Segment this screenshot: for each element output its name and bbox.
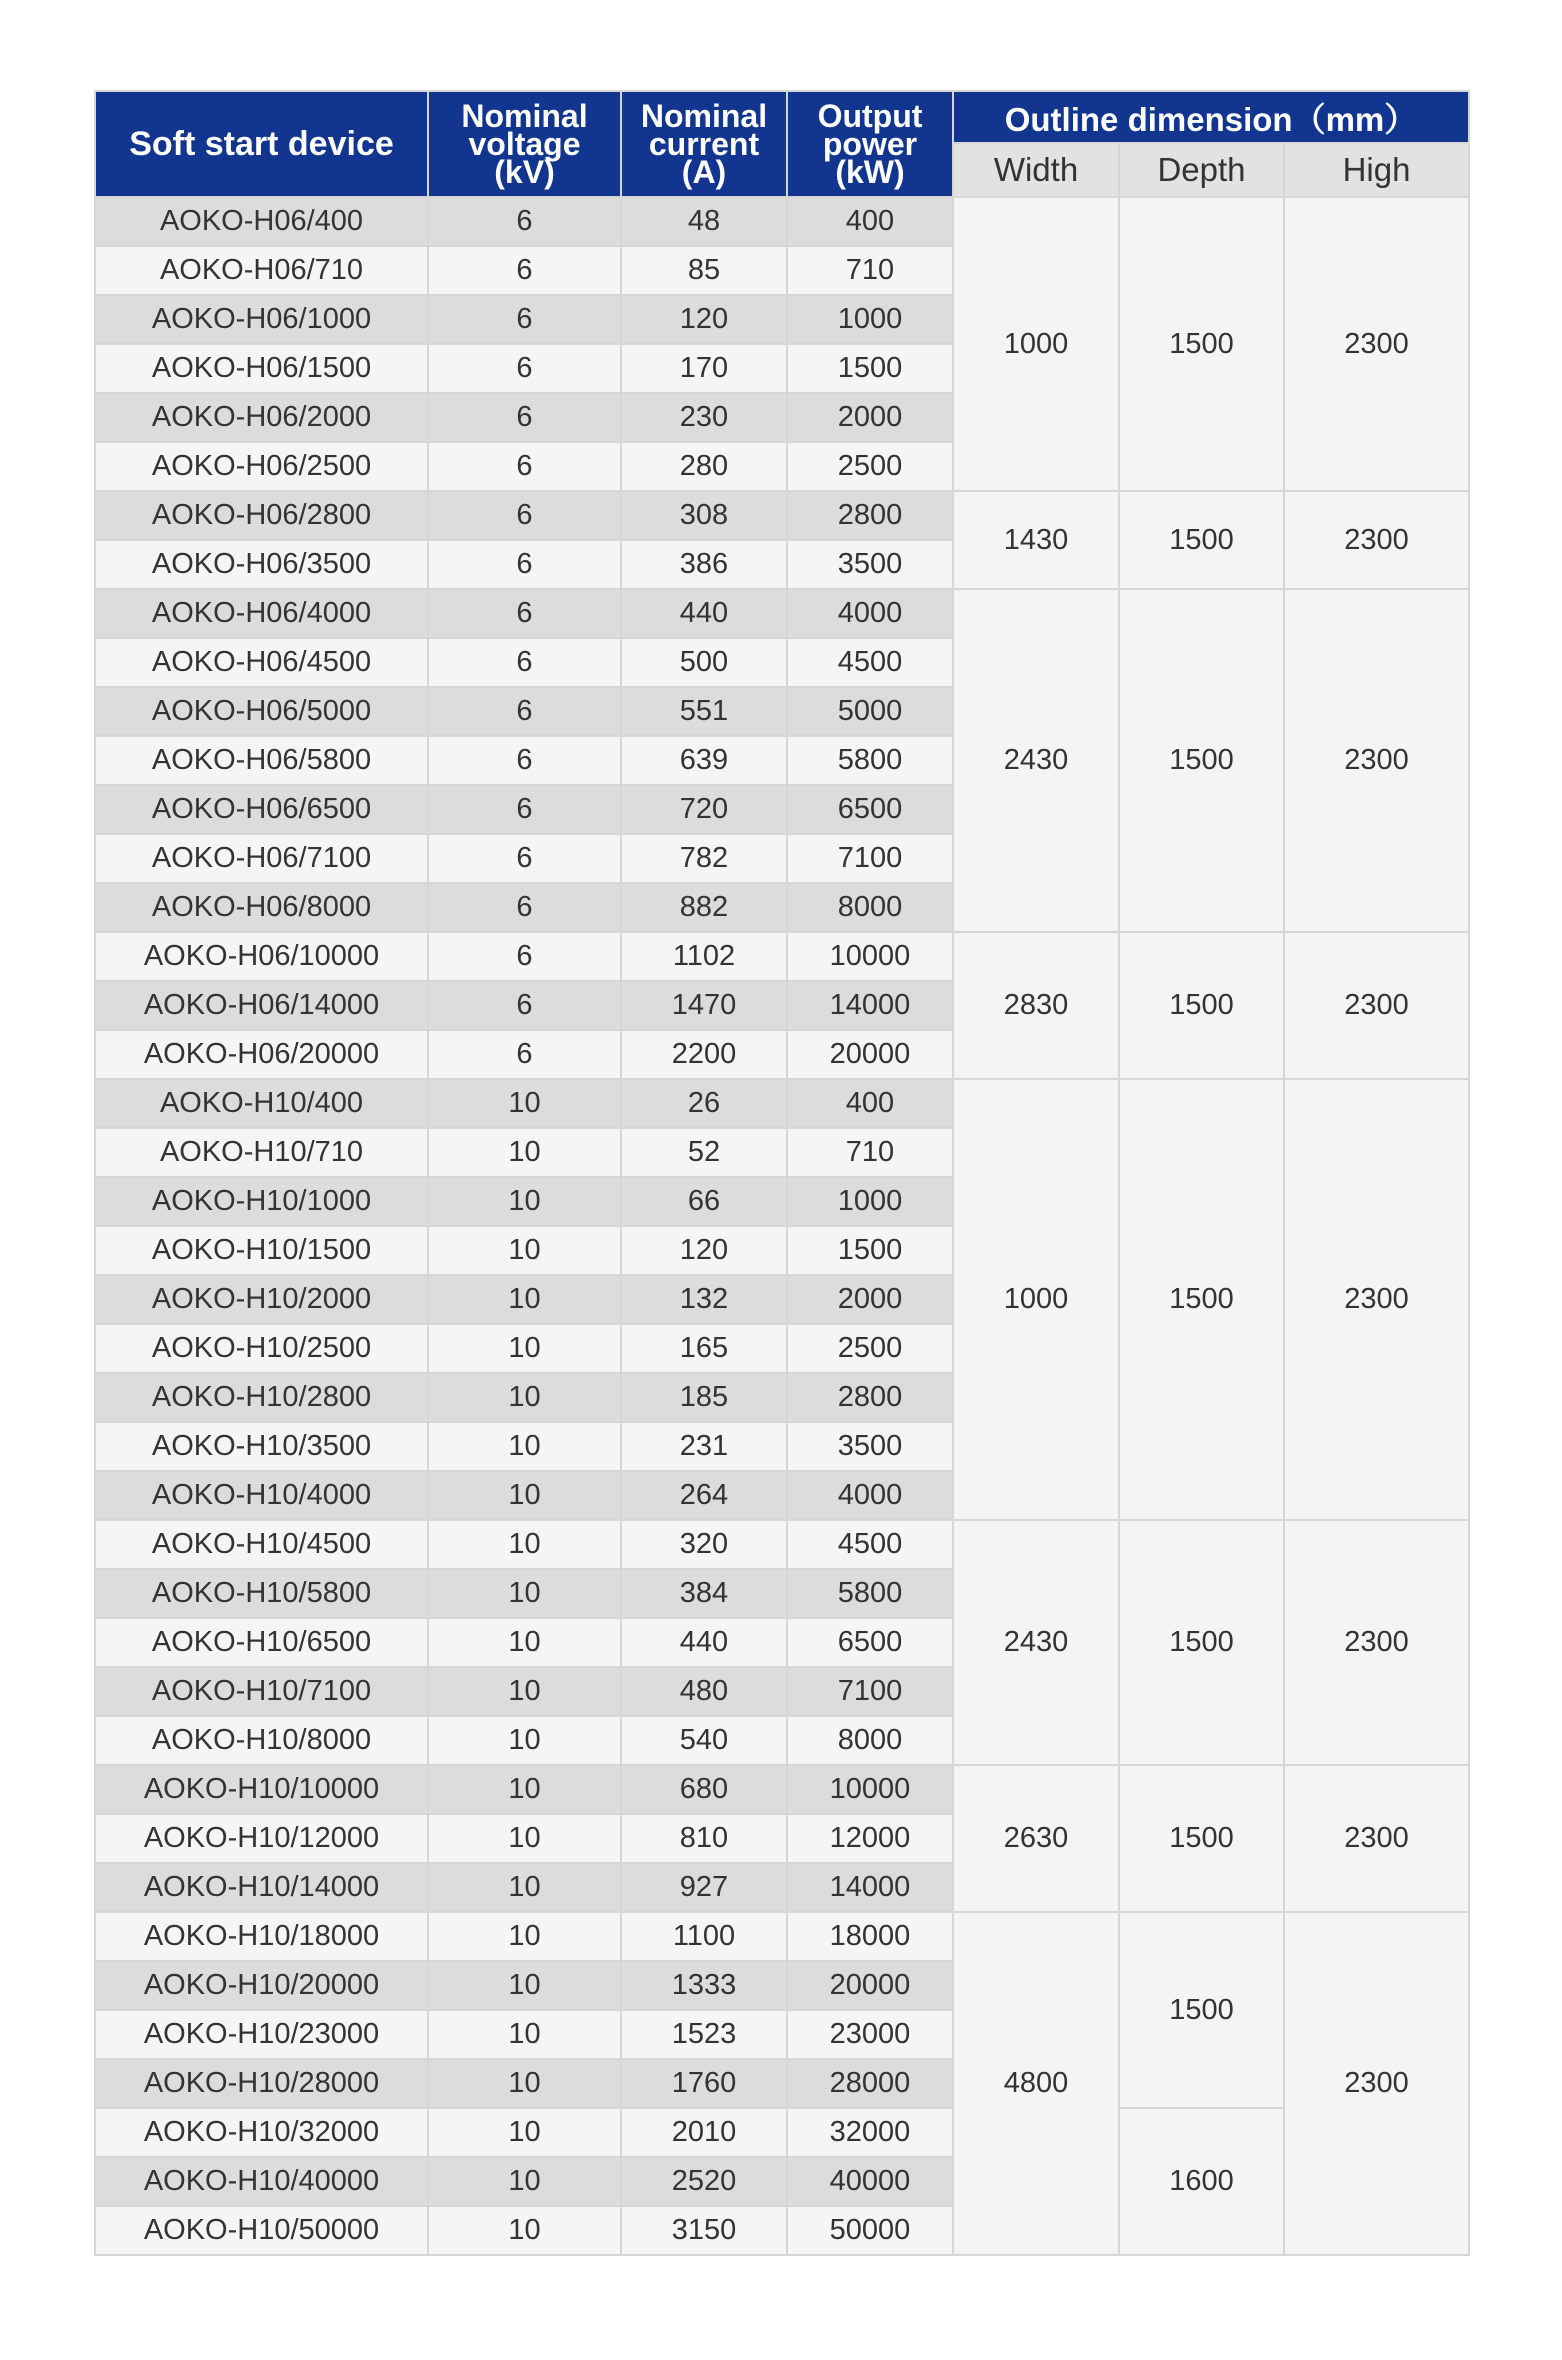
voltage-cell: 10 [428, 1275, 621, 1324]
voltage-cell: 10 [428, 1716, 621, 1765]
power-cell: 2500 [787, 1324, 953, 1373]
high-cell: 2300 [1284, 1765, 1469, 1912]
model-cell: AOKO-H06/6500 [95, 785, 428, 834]
power-cell: 3500 [787, 540, 953, 589]
voltage-cell: 10 [428, 1863, 621, 1912]
table-row [95, 1079, 1469, 1128]
voltage-cell: 6 [428, 785, 621, 834]
power-cell: 2500 [787, 442, 953, 491]
header-voltage-unit: (kV) [494, 154, 555, 190]
current-cell: 1100 [621, 1912, 787, 1961]
model-cell: AOKO-H10/2000 [95, 1275, 428, 1324]
power-cell: 1500 [787, 1226, 953, 1275]
power-cell: 6500 [787, 1618, 953, 1667]
current-cell: 231 [621, 1422, 787, 1471]
voltage-cell: 10 [428, 1961, 621, 2010]
depth-cell: 1500 [1119, 1079, 1284, 1520]
table-row [95, 589, 1469, 638]
voltage-cell: 10 [428, 1520, 621, 1569]
current-cell: 132 [621, 1275, 787, 1324]
power-cell: 14000 [787, 1863, 953, 1912]
header-voltage-line1: Nominal [461, 98, 588, 134]
power-cell: 1000 [787, 1177, 953, 1226]
power-cell: 6500 [787, 785, 953, 834]
depth-cell: 1600 [1119, 2108, 1284, 2255]
current-cell: 308 [621, 491, 787, 540]
current-cell: 927 [621, 1863, 787, 1912]
voltage-cell: 6 [428, 932, 621, 981]
voltage-cell: 6 [428, 344, 621, 393]
current-cell: 85 [621, 246, 787, 295]
voltage-cell: 10 [428, 1471, 621, 1520]
model-cell: AOKO-H06/4000 [95, 589, 428, 638]
depth-cell: 1500 [1119, 1912, 1284, 2108]
model-cell: AOKO-H10/6500 [95, 1618, 428, 1667]
model-cell: AOKO-H10/14000 [95, 1863, 428, 1912]
power-cell: 8000 [787, 1716, 953, 1765]
current-cell: 320 [621, 1520, 787, 1569]
power-cell: 4000 [787, 589, 953, 638]
current-cell: 48 [621, 197, 787, 246]
model-cell: AOKO-H10/400 [95, 1079, 428, 1128]
voltage-cell: 10 [428, 1912, 621, 1961]
model-cell: AOKO-H10/710 [95, 1128, 428, 1177]
power-cell: 2800 [787, 491, 953, 540]
voltage-cell: 10 [428, 2157, 621, 2206]
voltage-cell: 6 [428, 295, 621, 344]
width-cell: 2630 [953, 1765, 1119, 1912]
depth-cell: 1500 [1119, 197, 1284, 491]
high-cell: 2300 [1284, 932, 1469, 1079]
model-cell: AOKO-H10/5800 [95, 1569, 428, 1618]
voltage-cell: 6 [428, 687, 621, 736]
header-current-unit: (A) [681, 154, 727, 190]
high-cell: 2300 [1284, 197, 1469, 491]
depth-cell: 1500 [1119, 491, 1284, 589]
current-cell: 230 [621, 393, 787, 442]
current-cell: 551 [621, 687, 787, 736]
header-voltage [428, 91, 621, 197]
current-cell: 1333 [621, 1961, 787, 2010]
voltage-cell: 6 [428, 834, 621, 883]
current-cell: 882 [621, 883, 787, 932]
power-cell: 7100 [787, 1667, 953, 1716]
power-cell: 4500 [787, 1520, 953, 1569]
model-cell: AOKO-H10/2800 [95, 1373, 428, 1422]
current-cell: 639 [621, 736, 787, 785]
current-cell: 440 [621, 1618, 787, 1667]
model-cell: AOKO-H06/8000 [95, 883, 428, 932]
power-cell: 40000 [787, 2157, 953, 2206]
current-cell: 264 [621, 1471, 787, 1520]
model-cell: AOKO-H06/10000 [95, 932, 428, 981]
current-cell: 386 [621, 540, 787, 589]
current-cell: 66 [621, 1177, 787, 1226]
current-cell: 480 [621, 1667, 787, 1716]
voltage-cell: 6 [428, 540, 621, 589]
table-body [95, 197, 1469, 2255]
header-depth: Depth [1119, 143, 1284, 197]
model-cell: AOKO-H10/23000 [95, 2010, 428, 2059]
power-cell: 8000 [787, 883, 953, 932]
power-cell: 3500 [787, 1422, 953, 1471]
model-cell: AOKO-H06/5000 [95, 687, 428, 736]
model-cell: AOKO-H06/1500 [95, 344, 428, 393]
current-cell: 500 [621, 638, 787, 687]
power-cell: 14000 [787, 981, 953, 1030]
high-cell: 2300 [1284, 589, 1469, 932]
power-cell: 20000 [787, 1961, 953, 2010]
table-row [95, 2108, 1469, 2157]
table-row [95, 1912, 1469, 1961]
power-cell: 1500 [787, 344, 953, 393]
voltage-cell: 10 [428, 1177, 621, 1226]
current-cell: 52 [621, 1128, 787, 1177]
model-cell: AOKO-H10/50000 [95, 2206, 428, 2255]
depth-cell: 1500 [1119, 1765, 1284, 1912]
power-cell: 5000 [787, 687, 953, 736]
table-row [95, 1765, 1469, 1814]
width-cell: 2430 [953, 1520, 1119, 1765]
model-cell: AOKO-H10/8000 [95, 1716, 428, 1765]
model-cell: AOKO-H06/2000 [95, 393, 428, 442]
power-cell: 710 [787, 1128, 953, 1177]
current-cell: 170 [621, 344, 787, 393]
voltage-cell: 6 [428, 246, 621, 295]
current-cell: 440 [621, 589, 787, 638]
depth-cell: 1500 [1119, 932, 1284, 1079]
table-header [95, 91, 1469, 197]
header-outline-dimension: Outline dimension（mm） [953, 91, 1469, 143]
voltage-cell: 6 [428, 883, 621, 932]
header-width: Width [953, 143, 1119, 197]
current-cell: 540 [621, 1716, 787, 1765]
model-cell: AOKO-H10/2500 [95, 1324, 428, 1373]
power-cell: 400 [787, 1079, 953, 1128]
width-cell: 2430 [953, 589, 1119, 932]
power-cell: 710 [787, 246, 953, 295]
voltage-cell: 10 [428, 1618, 621, 1667]
voltage-cell: 6 [428, 1030, 621, 1079]
voltage-cell: 6 [428, 638, 621, 687]
current-cell: 2520 [621, 2157, 787, 2206]
header-power-line2: power [822, 126, 918, 162]
model-cell: AOKO-H10/1500 [95, 1226, 428, 1275]
depth-cell: 1500 [1119, 589, 1284, 932]
header-current-line1: Nominal [640, 98, 768, 134]
voltage-cell: 6 [428, 442, 621, 491]
table-row [95, 932, 1469, 981]
model-cell: AOKO-H10/10000 [95, 1765, 428, 1814]
header-power [787, 91, 953, 197]
current-cell: 2010 [621, 2108, 787, 2157]
header-device: Soft start device [95, 91, 428, 197]
current-cell: 1102 [621, 932, 787, 981]
model-cell: AOKO-H10/18000 [95, 1912, 428, 1961]
power-cell: 50000 [787, 2206, 953, 2255]
high-cell: 2300 [1284, 1079, 1469, 1520]
current-cell: 26 [621, 1079, 787, 1128]
voltage-cell: 10 [428, 1814, 621, 1863]
table-row [95, 1520, 1469, 1569]
depth-cell: 1500 [1119, 1520, 1284, 1765]
power-cell: 2800 [787, 1373, 953, 1422]
power-cell: 23000 [787, 2010, 953, 2059]
model-cell: AOKO-H10/7100 [95, 1667, 428, 1716]
model-cell: AOKO-H10/1000 [95, 1177, 428, 1226]
voltage-cell: 10 [428, 1422, 621, 1471]
power-cell: 5800 [787, 1569, 953, 1618]
current-cell: 120 [621, 295, 787, 344]
model-cell: AOKO-H10/4500 [95, 1520, 428, 1569]
current-cell: 1523 [621, 2010, 787, 2059]
table-row [95, 491, 1469, 540]
model-cell: AOKO-H10/32000 [95, 2108, 428, 2157]
voltage-cell: 10 [428, 2206, 621, 2255]
current-cell: 782 [621, 834, 787, 883]
voltage-cell: 10 [428, 1226, 621, 1275]
current-cell: 3150 [621, 2206, 787, 2255]
table-row [95, 197, 1469, 246]
model-cell: AOKO-H06/3500 [95, 540, 428, 589]
current-cell: 280 [621, 442, 787, 491]
current-cell: 120 [621, 1226, 787, 1275]
model-cell: AOKO-H10/4000 [95, 1471, 428, 1520]
voltage-cell: 10 [428, 1667, 621, 1716]
width-cell: 2830 [953, 932, 1119, 1079]
model-cell: AOKO-H06/2800 [95, 491, 428, 540]
model-cell: AOKO-H06/2500 [95, 442, 428, 491]
model-cell: AOKO-H06/4500 [95, 638, 428, 687]
power-cell: 2000 [787, 393, 953, 442]
current-cell: 810 [621, 1814, 787, 1863]
current-cell: 1470 [621, 981, 787, 1030]
power-cell: 28000 [787, 2059, 953, 2108]
voltage-cell: 10 [428, 1324, 621, 1373]
model-cell: AOKO-H06/14000 [95, 981, 428, 1030]
header-high: High [1284, 143, 1469, 197]
voltage-cell: 10 [428, 1765, 621, 1814]
voltage-cell: 6 [428, 736, 621, 785]
power-cell: 12000 [787, 1814, 953, 1863]
current-cell: 384 [621, 1569, 787, 1618]
power-cell: 1000 [787, 295, 953, 344]
model-cell: AOKO-H06/710 [95, 246, 428, 295]
current-cell: 185 [621, 1373, 787, 1422]
current-cell: 720 [621, 785, 787, 834]
header-current-line2: current [648, 126, 760, 162]
model-cell: AOKO-H06/5800 [95, 736, 428, 785]
high-cell: 2300 [1284, 1912, 1469, 2255]
model-cell: AOKO-H10/28000 [95, 2059, 428, 2108]
width-cell: 4800 [953, 1912, 1119, 2255]
model-cell: AOKO-H10/20000 [95, 1961, 428, 2010]
spec-table-container [94, 90, 1468, 2256]
voltage-cell: 6 [428, 981, 621, 1030]
model-cell: AOKO-H10/3500 [95, 1422, 428, 1471]
width-cell: 1430 [953, 491, 1119, 589]
model-cell: AOKO-H10/12000 [95, 1814, 428, 1863]
power-cell: 4000 [787, 1471, 953, 1520]
voltage-cell: 10 [428, 1373, 621, 1422]
width-cell: 1000 [953, 1079, 1119, 1520]
power-cell: 7100 [787, 834, 953, 883]
header-voltage-line2: voltage [468, 126, 581, 162]
voltage-cell: 6 [428, 393, 621, 442]
current-cell: 680 [621, 1765, 787, 1814]
voltage-cell: 6 [428, 197, 621, 246]
voltage-cell: 10 [428, 2108, 621, 2157]
voltage-cell: 6 [428, 589, 621, 638]
power-cell: 2000 [787, 1275, 953, 1324]
voltage-cell: 10 [428, 2010, 621, 2059]
current-cell: 2200 [621, 1030, 787, 1079]
voltage-cell: 10 [428, 1128, 621, 1177]
model-cell: AOKO-H06/20000 [95, 1030, 428, 1079]
power-cell: 18000 [787, 1912, 953, 1961]
power-cell: 10000 [787, 1765, 953, 1814]
power-cell: 5800 [787, 736, 953, 785]
model-cell: AOKO-H06/1000 [95, 295, 428, 344]
header-power-unit: (kW) [835, 154, 905, 190]
power-cell: 400 [787, 197, 953, 246]
model-cell: AOKO-H06/7100 [95, 834, 428, 883]
power-cell: 20000 [787, 1030, 953, 1079]
current-cell: 1760 [621, 2059, 787, 2108]
voltage-cell: 6 [428, 491, 621, 540]
header-current [621, 91, 787, 197]
voltage-cell: 10 [428, 1079, 621, 1128]
power-cell: 4500 [787, 638, 953, 687]
high-cell: 2300 [1284, 1520, 1469, 1765]
power-cell: 32000 [787, 2108, 953, 2157]
voltage-cell: 10 [428, 1569, 621, 1618]
power-cell: 10000 [787, 932, 953, 981]
soft-start-spec-table [94, 90, 1470, 2256]
current-cell: 165 [621, 1324, 787, 1373]
model-cell: AOKO-H10/40000 [95, 2157, 428, 2206]
header-power-line1: Output [817, 98, 923, 134]
width-cell: 1000 [953, 197, 1119, 491]
high-cell: 2300 [1284, 491, 1469, 589]
voltage-cell: 10 [428, 2059, 621, 2108]
model-cell: AOKO-H06/400 [95, 197, 428, 246]
